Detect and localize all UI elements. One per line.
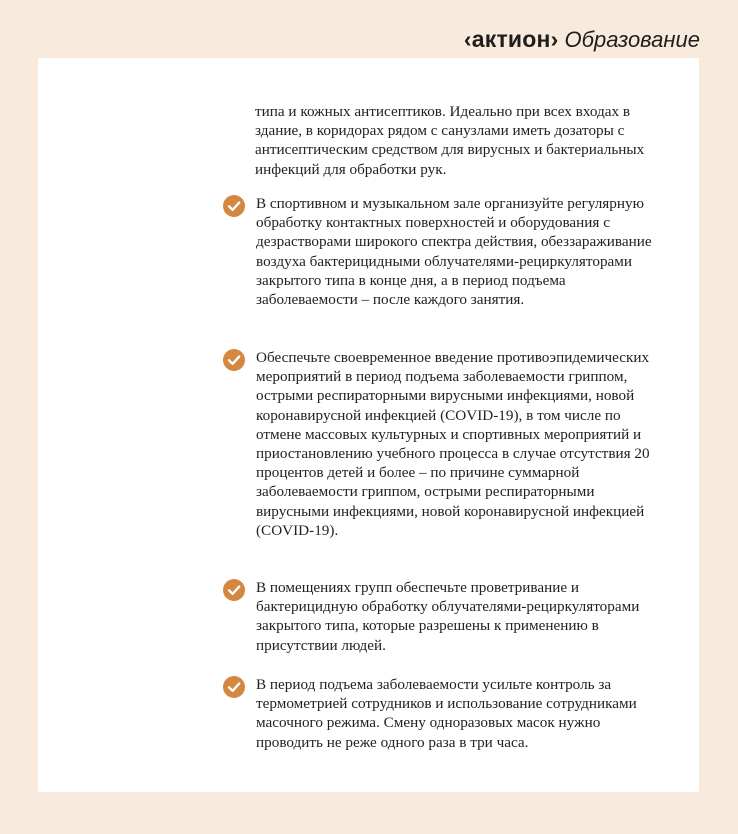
logo-product-name: Образование — [564, 27, 700, 52]
list-item-text: В спортивном и музыкальном зале организуйте регулярную обработку контактных поверхностей и оборудования с дезрастворами широкого спектра действия, обеззараживание воздуха бактерицидными облучателями-рециркуляторами закрытого типа в конце дня, а в период подъема заболеваемости – после каждого занятия. — [256, 195, 652, 309]
list-item — [223, 194, 663, 309]
list-item-text: Обеспечьте своевременное введение противоэпидемических мероприятий в период подъема заболеваемости гриппом, острыми респираторными вирусными инфекциями, новой коронавирусной инфекцией (COVID-19), в том числе по отмене массовых культурных и спортивных мероприятий и приостановлению учебного процесса в случае отсутствия 20 процентов детей и более – по причине суммарной заболеваемости гриппом, острыми респираторными вирусными инфекциями, новой коронавирусной инфекцией (COVID-19). — [256, 349, 650, 539]
list-item — [223, 578, 663, 655]
check-circle-icon — [223, 195, 245, 217]
intro-paragraph: типа и кожных антисептиков. Идеально при всех входах в здание, в коридорах рядом с санузлами иметь дозаторы с антисептическим средством для вирусных и бактериальных инфекций для обработки рук. — [255, 103, 645, 178]
list-item-text: В помещениях групп обеспечьте проветривание и бактерицидную обработку облучателями-рециркуляторами закрытого типа, которые разрешены к применению в присутствии людей. — [256, 579, 640, 654]
list-item — [223, 675, 663, 752]
check-circle-icon — [223, 349, 245, 371]
check-circle-icon — [223, 579, 245, 601]
list-item-text: В период подъема заболеваемости усильте контроль за термометрией сотрудников и использование сотрудниками масочного режима. Смену одноразовых масок нужно проводить не реже одного раза в три часа. — [256, 676, 637, 751]
brand-logo — [464, 26, 700, 53]
logo-brand-name: ‹актион› — [463, 26, 559, 52]
list-item — [223, 348, 663, 540]
check-circle-icon — [223, 676, 245, 698]
content-card — [38, 58, 699, 792]
